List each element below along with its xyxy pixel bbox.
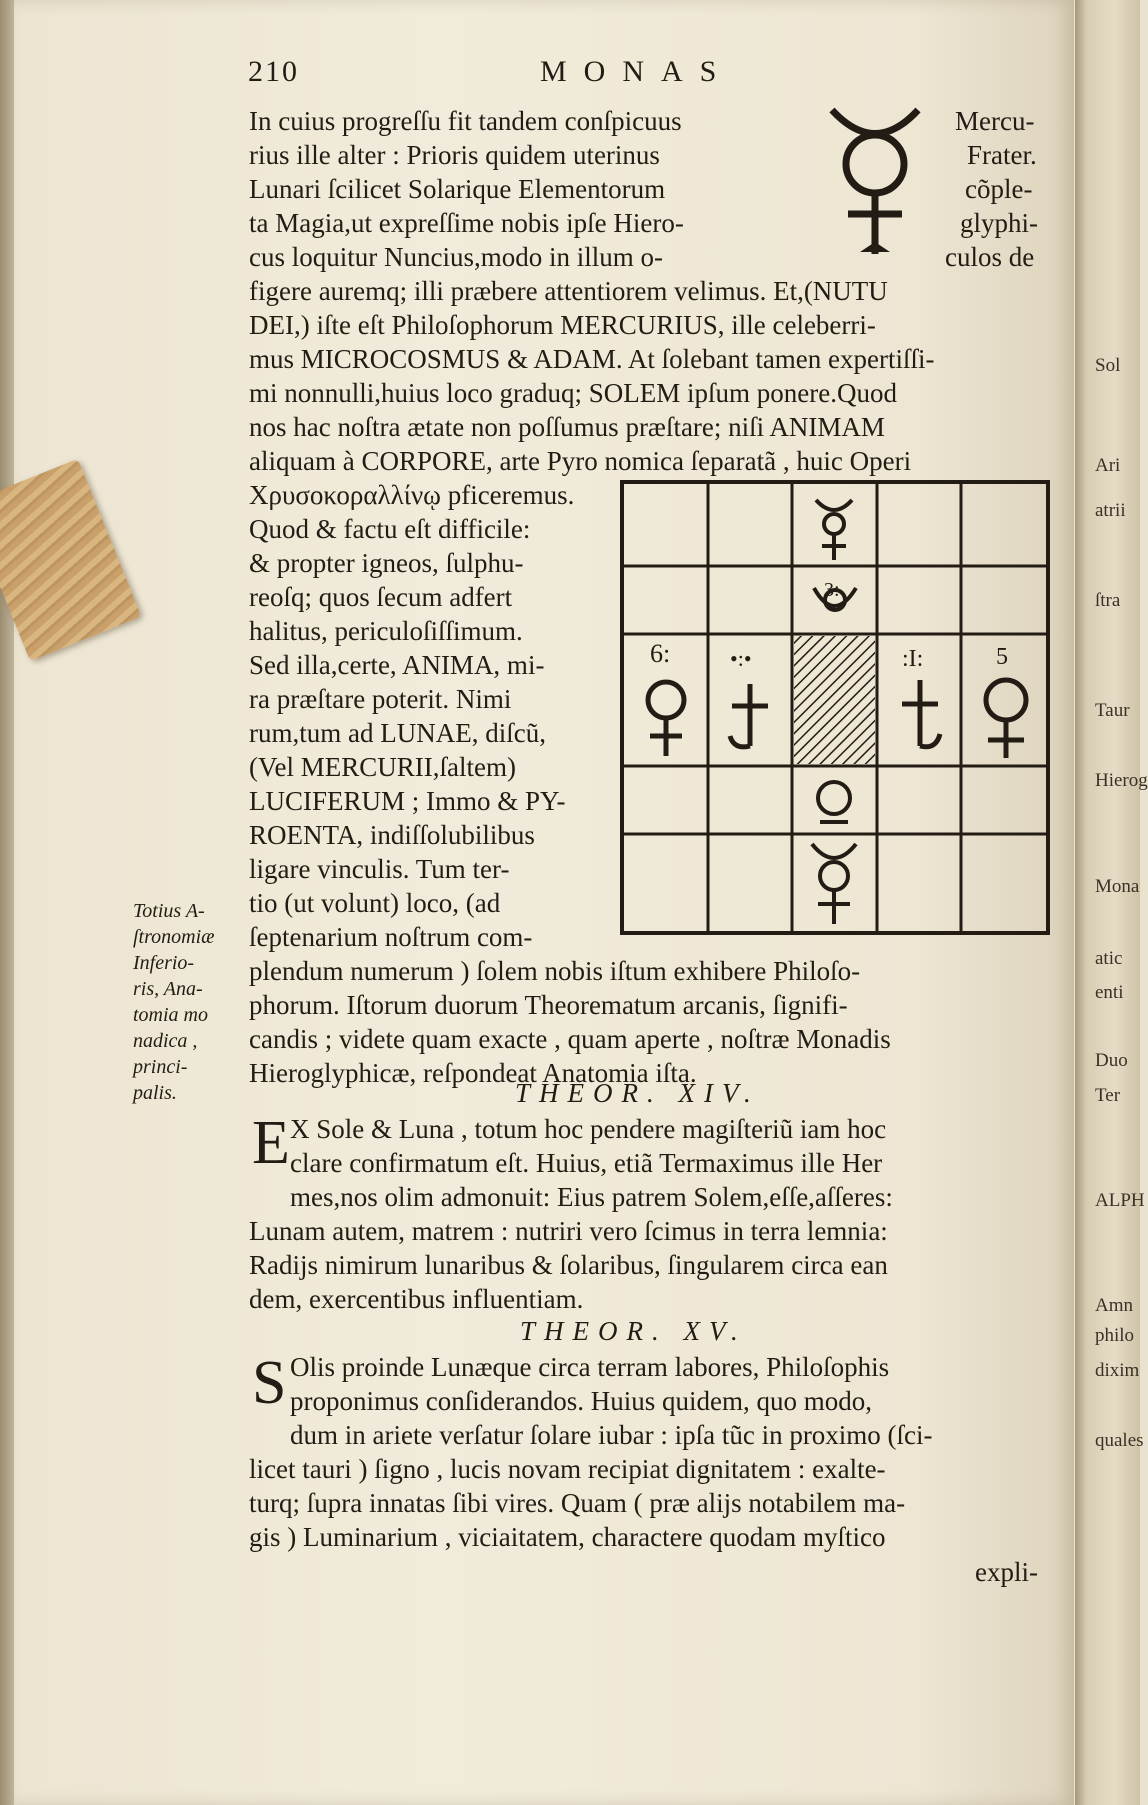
text-line: Lunari ſcilicet Solarique Elementorum bbox=[249, 174, 666, 204]
margin-word: culos de bbox=[945, 242, 1035, 272]
text-line: halitus, periculoſiſſimum. bbox=[249, 616, 523, 646]
next-page-fragment: Taur bbox=[1095, 700, 1130, 721]
catchword: expli- bbox=[975, 1557, 1038, 1587]
text-line: Hieroglyphicæ, reſpondeat Anatomia iſta. bbox=[249, 1058, 697, 1088]
text-line: ra præſtare poterit. Nimi bbox=[249, 684, 512, 714]
next-page-fragment: atrii bbox=[1095, 500, 1126, 521]
text-line: ta Magia,ut expreſſime nobis ipſe Hiero- bbox=[249, 208, 684, 238]
next-page-fragment: Ari bbox=[1095, 455, 1121, 476]
text-line: ROENTA, indiſſolubilibus bbox=[249, 820, 535, 850]
wooden-page-weight bbox=[0, 459, 141, 662]
text-line: licet tauri ) ſigno , lucis novam recipiat dignitatem : exalte- bbox=[249, 1454, 886, 1484]
margin-note-line: ſtronomiæ bbox=[133, 926, 215, 948]
margin-note-line: Inferio- bbox=[133, 952, 195, 974]
mercury-symbol-icon bbox=[820, 102, 930, 262]
margin-word: Mercu- bbox=[955, 106, 1035, 136]
next-page-fragment: Hierog bbox=[1095, 770, 1148, 791]
theorem-15-dropcap: S bbox=[252, 1349, 287, 1417]
grid-label: 3: bbox=[824, 579, 840, 601]
margin-note-line: nadica , bbox=[133, 1030, 198, 1052]
text-line: gis ) Luminarium , viciaitatem, charactere quodam myſtico bbox=[249, 1522, 886, 1552]
text-line: cus loquitur Nuncius,modo in illum o- bbox=[249, 242, 663, 272]
text-line: ſeptenarium noſtrum com- bbox=[249, 922, 533, 952]
text-line: mus MICROCOSMUS & ADAM. At ſolebant tamen expertiſſi- bbox=[249, 344, 935, 374]
text-line: clare confirmatum eſt. Huius, etiã Termaximus ille Her bbox=[290, 1148, 883, 1178]
text-line: Lunam autem, matrem : nutriri vero ſcimus in terra lemnia: bbox=[249, 1216, 888, 1246]
next-page-fragment: Mona bbox=[1095, 876, 1140, 897]
next-page-fragment: Amn bbox=[1095, 1295, 1133, 1316]
text-line: Sed illa,certe, ANIMA, mi- bbox=[249, 650, 545, 680]
text-line: aliquam à CORPORE, arte Pyro nomica ſeparatã , huic Operi bbox=[249, 446, 912, 476]
text-line: (Vel MERCURII,ſaltem) bbox=[249, 752, 516, 782]
grid-label: 5 bbox=[996, 644, 1008, 670]
text-line: mi nonnulli,huius loco graduq; SOLEM ipſum ponere.Quod bbox=[249, 378, 897, 408]
text-line: Olis proinde Lunæque circa terram labores, Philoſophis bbox=[290, 1352, 890, 1382]
text-line: Χρυσοκοραλλίνῳ pficeremus. bbox=[249, 480, 575, 510]
hatched-cell bbox=[794, 636, 875, 764]
text-line: DEI,) iſte eſt Philoſophorum MERCURIUS, ille celeberri- bbox=[249, 310, 876, 340]
text-line: rum,tum ad LUNAE, diſcũ, bbox=[249, 718, 546, 748]
venus-symbol-icon bbox=[986, 680, 1026, 758]
text-line: plendum numerum ) ſolem nobis iſtum exhibere Philoſo- bbox=[249, 956, 861, 986]
theorem-15-heading: THEOR. XV. bbox=[520, 1316, 747, 1346]
text-line: candis ; videte quam exacte , quam aperte , noſtræ Monadis bbox=[249, 1024, 891, 1054]
adjacent-page-edge bbox=[1075, 0, 1148, 1805]
text-line: In cuius progreſſu fit tandem conſpicuus bbox=[249, 106, 682, 136]
text-line: Radijs nimirum lunaribus & ſolaribus, ſingularem circa ean bbox=[249, 1250, 888, 1280]
margin-word: cõple- bbox=[965, 174, 1033, 204]
grid-label: •:• bbox=[730, 646, 752, 671]
margin-word: Frater. bbox=[967, 140, 1037, 170]
next-page-fragment: Duo bbox=[1095, 1050, 1128, 1071]
cross-hook-symbol-icon bbox=[730, 684, 768, 747]
text-line: reoſq; quos ſecum adfert bbox=[249, 582, 513, 612]
text-line: ligare vinculis. Tum ter- bbox=[249, 854, 510, 884]
text-line: rius ille alter : Prioris quidem uterinus bbox=[249, 140, 660, 170]
margin-note bbox=[133, 898, 243, 1106]
text-line: dum in ariete verſatur ſolare iubar : ipſa tũc in proximo (ſci- bbox=[290, 1420, 933, 1450]
sun-symbol-icon bbox=[818, 782, 850, 822]
next-page-fragment: quales bbox=[1095, 1430, 1144, 1451]
cross-hook-symbol-icon bbox=[902, 680, 940, 747]
next-page-fragment: enti bbox=[1095, 982, 1124, 1003]
next-page-fragment: atic bbox=[1095, 948, 1123, 969]
text-line: dem, exercentibus influentiam. bbox=[249, 1284, 584, 1314]
jupiter-symbol-icon bbox=[816, 500, 852, 560]
text-line: proponimus conſiderandos. Huius quidem, quo modo, bbox=[290, 1386, 872, 1416]
next-page-fragment: philo bbox=[1095, 1325, 1135, 1346]
text-line: nos hac noſtra ætate non poſſumus præſtare; niſi ANIMAM bbox=[249, 412, 885, 442]
text-line: LUCIFERUM ; Immo & PY- bbox=[249, 786, 566, 816]
next-page-fragment: ſtra bbox=[1095, 590, 1121, 611]
text-line: Quod & factu eſt difficile: bbox=[249, 514, 531, 544]
margin-note-line: palis. bbox=[133, 1082, 177, 1104]
running-head: MONAS bbox=[540, 55, 734, 88]
text-line: & propter igneos, ſulphu- bbox=[249, 548, 524, 578]
next-page-fragment: Ter bbox=[1095, 1085, 1121, 1106]
grid-label: :I: bbox=[902, 646, 924, 672]
venus-symbol-icon bbox=[648, 682, 684, 756]
theorem-14-heading: THEOR. XIV. bbox=[515, 1078, 760, 1108]
mercury-symbol-icon bbox=[812, 844, 856, 924]
next-page-fragment: dixim bbox=[1095, 1360, 1140, 1381]
text-line: figere auremq; illi præbere attentiorem velimus. Et,(NUTU bbox=[249, 276, 888, 306]
text-line: mes,nos olim admonuit: Eius patrem Solem,eſſe,aſſeres: bbox=[290, 1182, 893, 1212]
margin-note-line: ris, Ana- bbox=[133, 978, 203, 1000]
text-line: phorum. Iſtorum duorum Theorematum arcanis, ſignifi- bbox=[249, 990, 848, 1020]
monad-diagram-grid bbox=[620, 480, 1050, 935]
page-header bbox=[0, 55, 1140, 95]
page-number: 210 bbox=[248, 55, 299, 88]
text-line: tio (ut volunt) loco, (ad bbox=[249, 888, 501, 918]
next-page-fragment: Sol bbox=[1095, 355, 1121, 376]
margin-note-line: tomia mo bbox=[133, 1004, 208, 1026]
margin-note-line: Totius A- bbox=[133, 900, 205, 922]
theorem-14-dropcap: E bbox=[252, 1109, 290, 1177]
next-page-fragment: ALPH bbox=[1095, 1190, 1145, 1211]
margin-word: glyphi- bbox=[960, 208, 1038, 238]
text-line: X Sole & Luna , totum hoc pendere magiſteriũ iam hoc bbox=[290, 1114, 887, 1144]
grid-label: 6: bbox=[650, 639, 671, 668]
margin-note-line: princi- bbox=[133, 1056, 188, 1078]
text-line: turq; ſupra innatas ſibi vires. Quam ( præ alijs notabilem ma- bbox=[249, 1488, 906, 1518]
